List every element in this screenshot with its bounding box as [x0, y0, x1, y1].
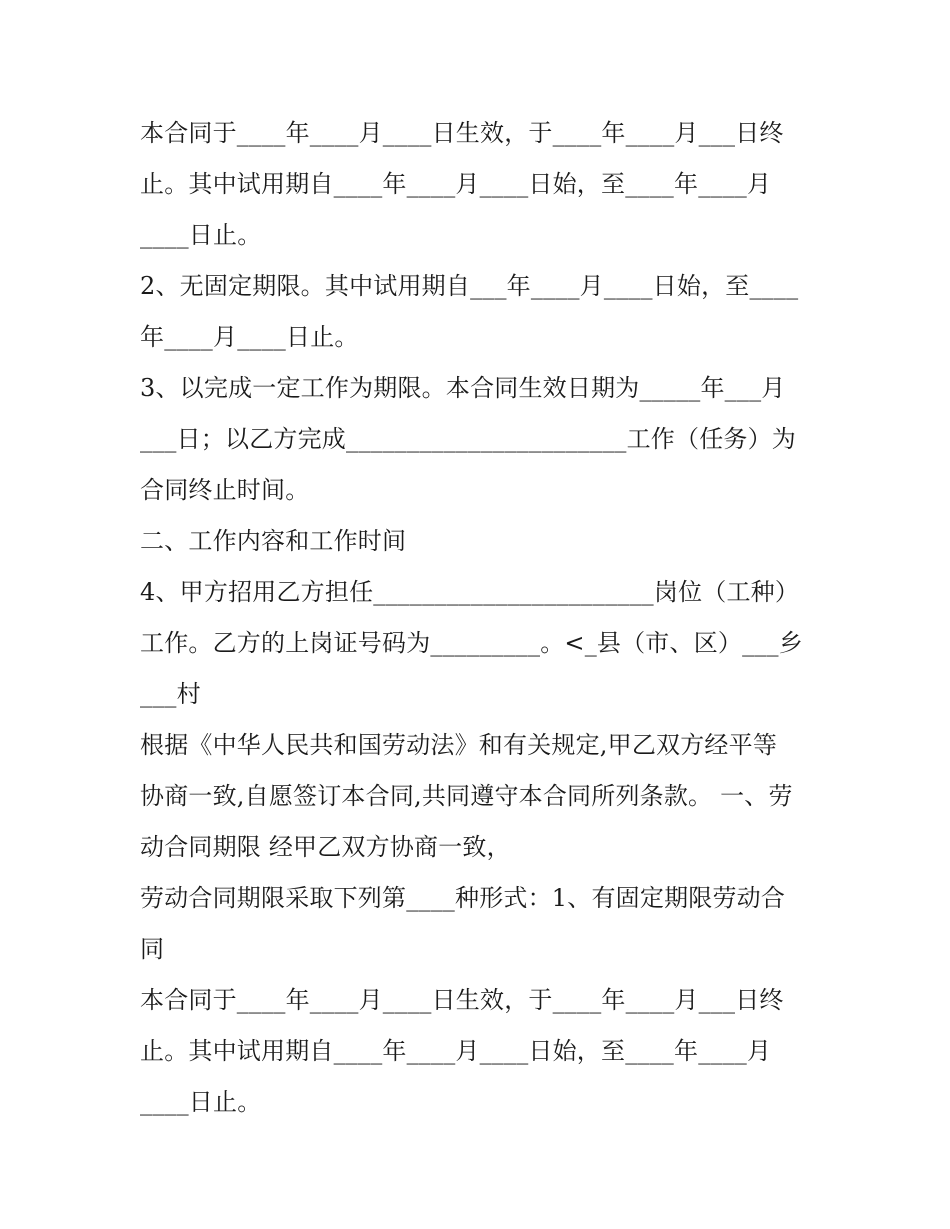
text-line: 本合同于____年____月____日生效，于____年____月___日终: [140, 986, 784, 1014]
text-line: 2、无固定期限。其中试用期自___年____月____日始，至____: [140, 272, 799, 300]
text-line: 3、以完成一定工作为期限。本合同生效日期为_____年___月: [140, 374, 786, 402]
text-line: ___日；以乙方完成_______________________工作（任务）为: [140, 425, 796, 453]
text-line: 同: [140, 935, 165, 963]
text-line: ____日止。: [140, 1088, 262, 1116]
text-line: ____日止。: [140, 221, 262, 249]
text-line: 4、甲方招用乙方担任_______________________岗位（工种）: [140, 578, 800, 606]
text-line: 协商一致,自愿签订本合同,共同遵守本合同所列条款。 一、劳: [140, 782, 793, 810]
text-line: ___村: [140, 680, 201, 708]
text-line: 本合同于____年____月____日生效，于____年____月___日终: [140, 119, 784, 147]
text-line: 工作。乙方的上岗证号码为_________。<_县（市、区）___乡: [140, 629, 803, 657]
document-body: [140, 108, 820, 1128]
text-line: 止。其中试用期自____年____月____日始，至____年____月: [140, 170, 772, 198]
text-line: 止。其中试用期自____年____月____日始，至____年____月: [140, 1037, 772, 1065]
section-heading: 二、工作内容和工作时间: [140, 527, 407, 555]
text-line: 合同终止时间。: [140, 476, 310, 504]
text-line: 根据《中华人民共和国劳动法》和有关规定,甲乙双方经平等: [140, 731, 778, 759]
text-line: 劳动合同期限采取下列第____种形式：1、有固定期限劳动合: [140, 884, 786, 912]
text-line: 动合同期限 经甲乙双方协商一致，: [140, 833, 511, 861]
text-line: 年____月____日止。: [140, 323, 359, 351]
